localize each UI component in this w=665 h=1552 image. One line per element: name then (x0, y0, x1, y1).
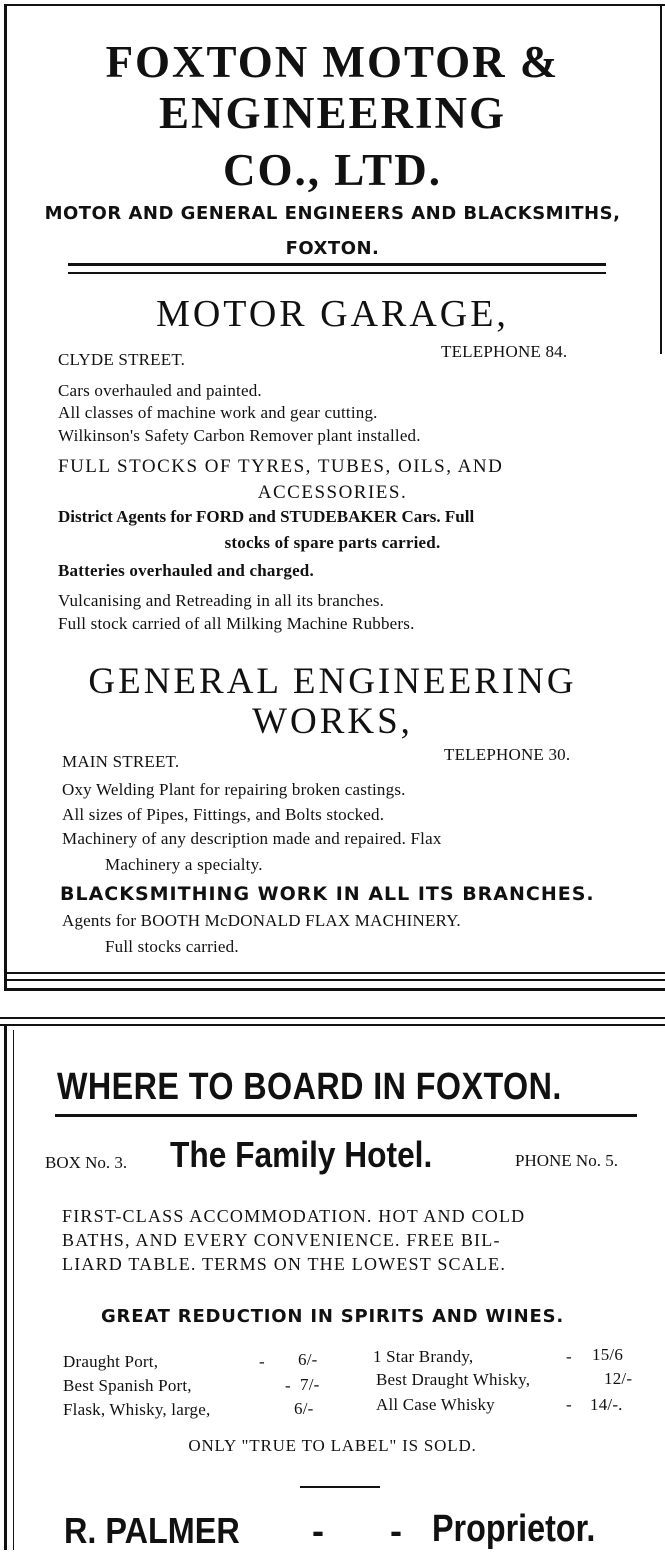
company-name-line1: FOXTON MOTOR & (105, 37, 560, 87)
hotel-description-line1: FIRST-CLASS ACCOMMODATION. HOT AND COLD (62, 1206, 526, 1226)
price-value: 12/- (604, 1369, 633, 1388)
garage-stocks-line1: FULL STOCKS OF TYRES, TUBES, OILS, AND (58, 456, 504, 477)
garage-batteries: Batteries overhauled and charged. (58, 561, 314, 580)
hotel-box-number: BOX No. 3. (45, 1153, 128, 1172)
works-blacksmithing: BLACKSMITHING WORK IN ALL ITS BRANCHES. (60, 883, 595, 905)
price-dash: - (259, 1352, 265, 1371)
ad2-top-border-inner (0, 1024, 665, 1026)
price-dash: - (566, 1395, 572, 1414)
garage-milking-rubbers: Full stock carried of all Milking Machine Rubbers. (58, 614, 415, 633)
hotel-description-line3: LIARD TABLE. TERMS ON THE LOWEST SCALE. (62, 1254, 507, 1274)
proprietor-dash: - (390, 1510, 402, 1551)
ad1-bottom-border-inner (4, 979, 665, 981)
ad2-left-border (4, 1026, 7, 1550)
motor-garage-heading: MOTOR GARAGE, (156, 293, 509, 335)
true-to-label-note: ONLY "TRUE TO LABEL" IS SOLD. (188, 1436, 477, 1455)
hotel-name: The Family Hotel. (170, 1134, 433, 1175)
works-full-stocks: Full stocks carried. (105, 937, 239, 956)
engineering-works-heading-line2: WORKS, (252, 701, 413, 742)
works-booth-agents: Agents for BOOTH McDONALD FLAX MACHINERY. (62, 911, 461, 930)
price-value: 6/- (294, 1399, 314, 1418)
works-line: Oxy Welding Plant for repairing broken castings. (62, 780, 406, 799)
price-value: 6/- (298, 1350, 318, 1369)
price-item: Flask, Whisky, large, (63, 1400, 211, 1419)
works-machinery-line2: Machinery a specialty. (105, 855, 263, 874)
price-item: Draught Port, (63, 1352, 159, 1371)
ad1-bottom-border-outer (4, 988, 665, 991)
price-item: Best Draught Whisky, (376, 1370, 531, 1389)
garage-telephone: TELEPHONE 84. (441, 342, 568, 361)
proprietor-dash: - (312, 1510, 324, 1551)
company-tagline-line1: MOTOR AND GENERAL ENGINEERS AND BLACKSMITHS, (44, 203, 621, 224)
works-street: MAIN STREET. (62, 752, 180, 771)
company-tagline-line2: FOXTON. (285, 238, 380, 259)
works-machinery-line1: Machinery of any description made and repaired. Flax (62, 829, 442, 848)
ad2-left-border-inner (13, 1030, 14, 1550)
garage-stocks-line2: ACCESSORIES. (257, 482, 408, 503)
works-telephone: TELEPHONE 30. (444, 745, 571, 764)
company-name-line2: ENGINEERING (158, 88, 507, 138)
hotel-description-line2: BATHS, AND EVERY CONVENIENCE. FREE BIL- (62, 1230, 501, 1250)
price-dash: - (566, 1347, 572, 1366)
garage-agents-line2: stocks of spare parts carried. (224, 533, 441, 552)
rule-double-top (68, 263, 606, 266)
rule-double-bottom (68, 272, 606, 274)
price-value: 14/-. (590, 1395, 623, 1414)
price-item: Best Spanish Port, (63, 1376, 192, 1395)
engineering-works-heading-line1: GENERAL ENGINEERING (88, 661, 577, 702)
hotel-phone-number: PHONE No. 5. (515, 1151, 618, 1170)
price-value: 7/- (300, 1375, 320, 1394)
garage-line: Wilkinson's Safety Carbon Remover plant installed. (58, 426, 421, 445)
garage-line: Cars overhauled and painted. (58, 381, 262, 400)
ad1-top-border (4, 4, 665, 6)
company-name-line3: CO., LTD. (223, 145, 442, 195)
price-item: 1 Star Brandy, (373, 1347, 474, 1366)
where-to-board-heading: WHERE TO BOARD IN FOXTON. (57, 1066, 562, 1108)
ad2-top-border (0, 1017, 665, 1019)
proprietor-title: Proprietor. (432, 1508, 596, 1550)
price-item: All Case Whisky (376, 1395, 495, 1414)
garage-vulcanising: Vulcanising and Retreading in all its branches. (58, 591, 385, 610)
garage-line: All classes of machine work and gear cutting. (58, 403, 378, 422)
spirits-reduction-heading: GREAT REDUCTION IN SPIRITS AND WINES. (100, 1306, 564, 1327)
price-dash: - (285, 1376, 291, 1395)
heading-underline (55, 1114, 637, 1117)
works-line: All sizes of Pipes, Fittings, and Bolts stocked. (62, 805, 385, 824)
garage-agents-line1: District Agents for FORD and STUDEBAKER Cars. Full (58, 507, 475, 526)
garage-street: CLYDE STREET. (58, 350, 186, 369)
proprietor-divider (300, 1486, 380, 1488)
proprietor-name: R. PALMER (64, 1510, 240, 1551)
price-value: 15/6 (592, 1345, 624, 1364)
ad1-bottom-border (4, 972, 665, 974)
